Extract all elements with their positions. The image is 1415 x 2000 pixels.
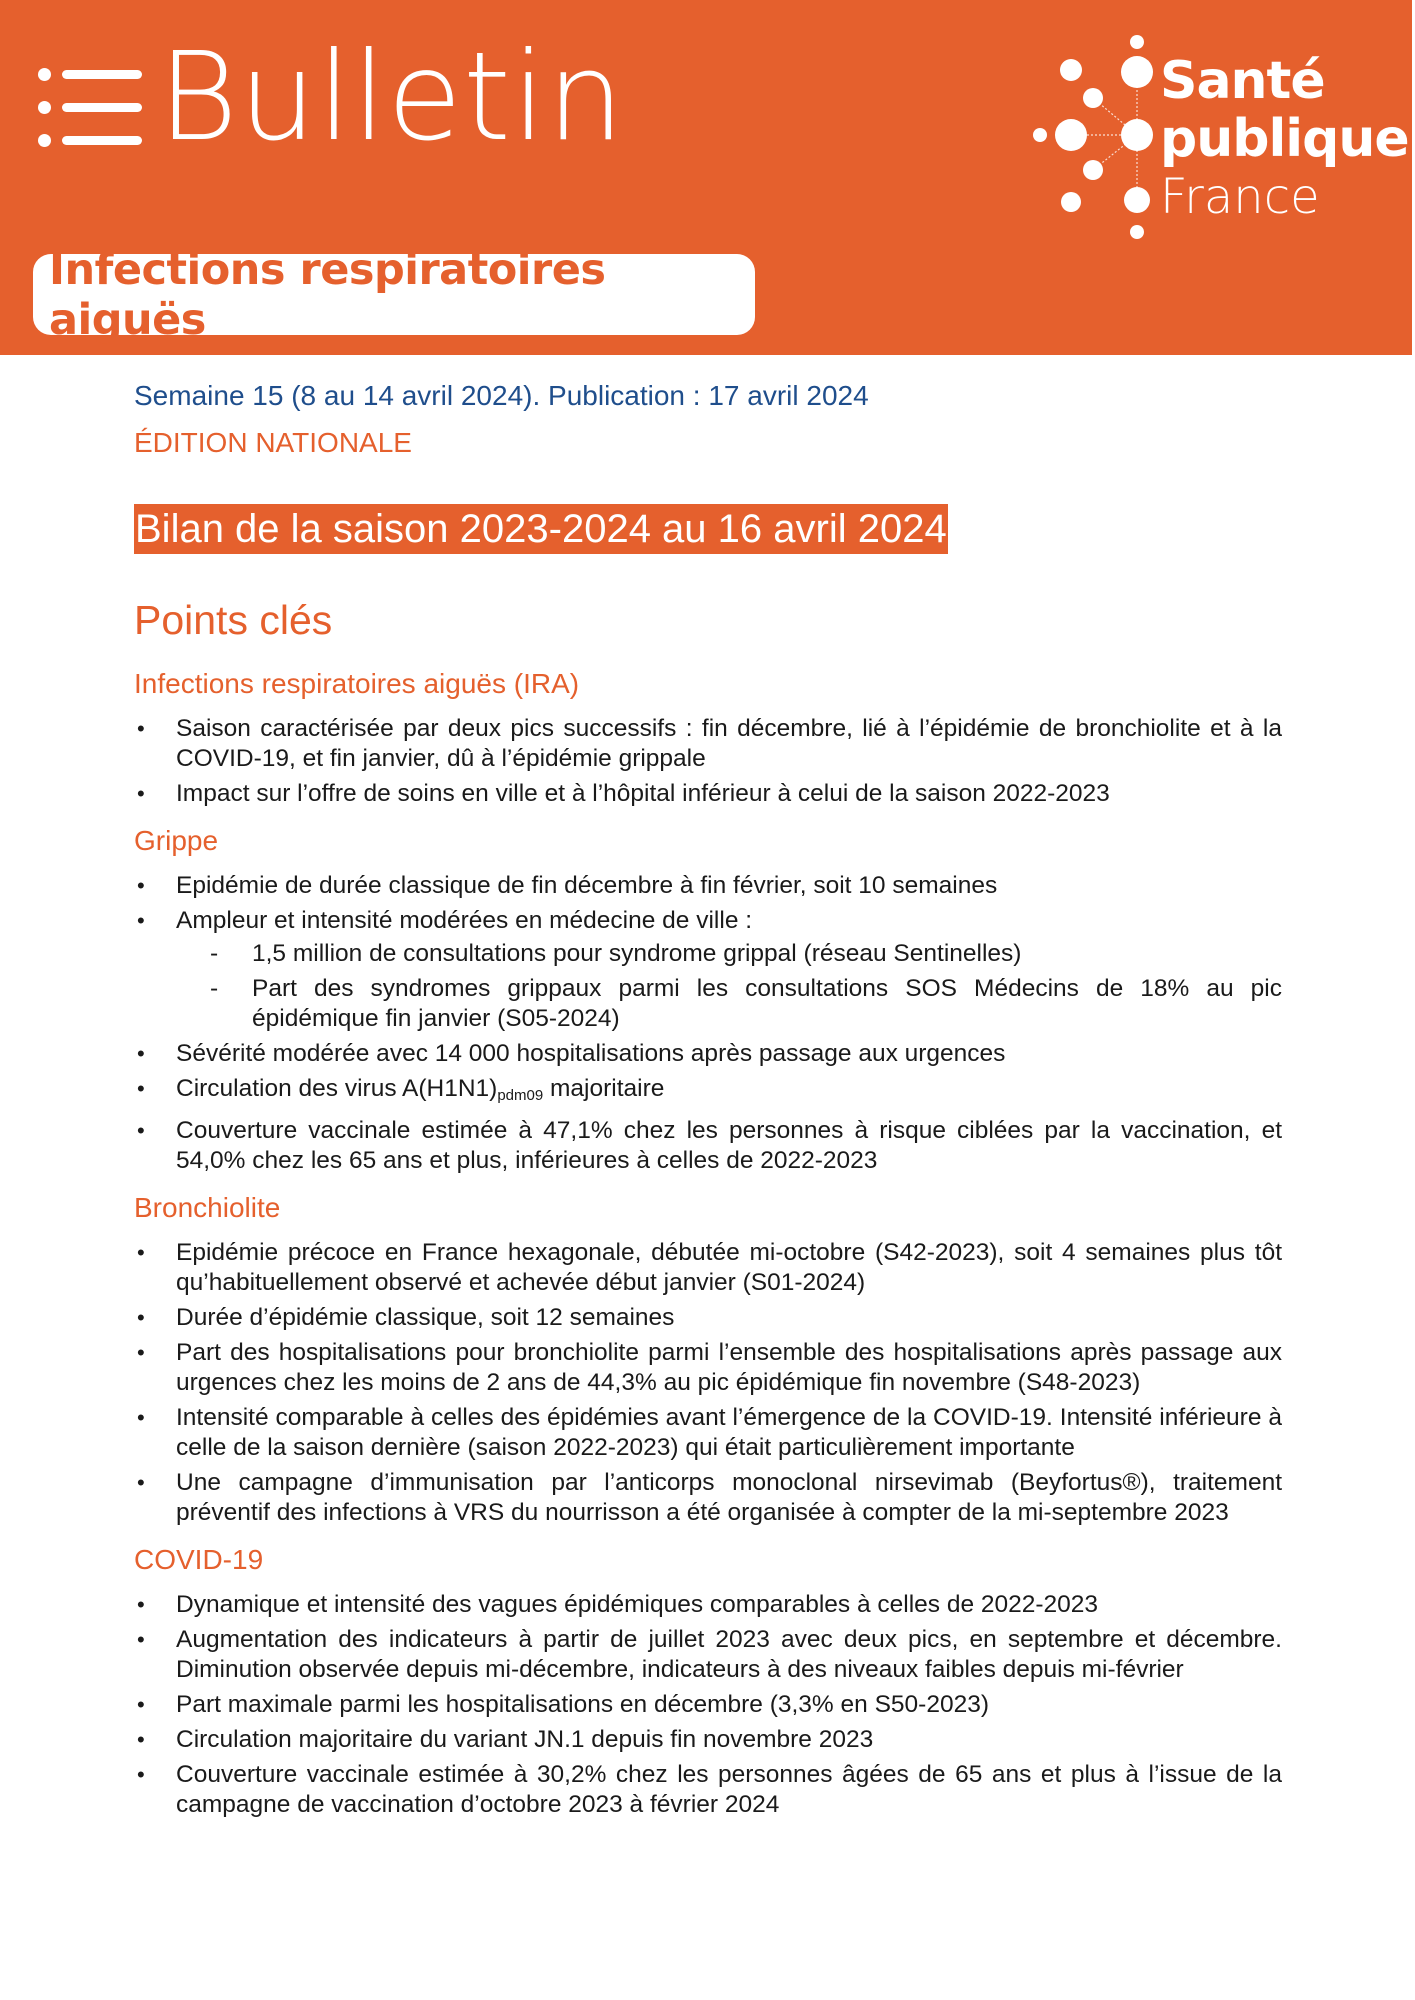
list-item: • Couverture vaccinale estimée à 30,2% chez les personnes âgées de 65 ans et plus à l’issue de la campagne de vaccination d’octobre 2023 à février 2024 <box>137 1761 1282 1818</box>
list-item: • Dynamique et intensité des vagues épidémiques comparables à celles de 2022-2023 <box>137 1591 1099 1618</box>
bullet-icon: • <box>137 716 145 741</box>
logo-line-france: France <box>1160 169 1320 225</box>
list-item: • Circulation des virus $A(H1N1)_{pdm09}$ majoritaire <box>137 1075 665 1104</box>
theme-title: Infections respiratoires aiguës <box>49 244 606 345</box>
logo-wordmark <box>1160 52 1409 226</box>
section-covid19 <box>134 1540 1282 1820</box>
bullet-icon: • <box>137 1470 145 1495</box>
sante-publique-france-logo <box>1005 30 1409 240</box>
points-cles-heading: Points clés <box>134 597 333 643</box>
list-item: • Intensité comparable à celles des épidémies avant l’émergence de la COVID-19. Intensité inférieure à celle de la saison dernière (saison 2022-2023) qui était particulièrement importante <box>137 1404 1282 1461</box>
list-item: • Part des hospitalisations pour bronchiolite parmi l’ensemble des hospitalisations après passage aux urgences chez les moins de 2 ans de 44,3% au pic épidémique fin novembre (S48-2023) <box>137 1339 1282 1396</box>
section-ira <box>134 664 1282 809</box>
section-heading: Bronchiolite <box>134 1192 281 1223</box>
list-item: • Une campagne d’immunisation par l’anticorps monoclonal nirsevimab (Beyfortus®), traitement préventif des infections à VRS du nourrisson a été organisée à compter de la mi-septembre 2023 <box>137 1469 1282 1526</box>
bullet-icon: • <box>137 781 145 806</box>
header-banner <box>0 0 1412 355</box>
list-item: • Durée d’épidémie classique, soit 12 semaines <box>137 1304 675 1331</box>
list-icon <box>38 68 144 150</box>
logo-line-publique: publique <box>1160 109 1409 169</box>
bullet-icon: • <box>137 1762 145 1787</box>
section-heading: Infections respiratoires aiguës (IRA) <box>134 668 580 699</box>
sub-list-item: - 1,5 million de consultations pour syndrome grippal (réseau Sentinelles) <box>210 940 1022 967</box>
sub-list-item: - Part des syndromes grippaux parmi les consultations SOS Médecins de 18% au pic épidémique fin janvier (S05-2024) <box>210 975 1282 1032</box>
bilan-title: Bilan de la saison 2023-2024 au 16 avril 2024 <box>134 504 948 554</box>
theme-badge <box>33 244 755 345</box>
bullet-icon: • <box>137 1041 145 1066</box>
logo-line-sante: Santé <box>1160 51 1325 111</box>
bullet-icon: • <box>137 1305 145 1330</box>
bullet-icon: • <box>137 1118 145 1143</box>
bulletin-title: Bulletin <box>158 26 626 168</box>
dash-icon: - <box>210 940 219 967</box>
edition-label: ÉDITION NATIONALE <box>134 427 412 458</box>
bullet-icon: • <box>137 1692 145 1717</box>
bullet-icon: • <box>137 1405 145 1430</box>
list-item: • Epidémie de durée classique de fin décembre à fin février, soit 10 semaines <box>137 872 998 899</box>
bullet-icon: • <box>137 1240 145 1265</box>
bullet-icon: • <box>137 1592 145 1617</box>
list-item: • Part maximale parmi les hospitalisations en décembre (3,3% en S50-2023) <box>137 1691 989 1718</box>
list-item: • Epidémie précoce en France hexagonale, débutée mi-octobre (S42-2023), soit 4 semaines plus tôt qu’habituellement observé et achevée début janvier (S01-2024) <box>137 1239 1282 1296</box>
list-item: • Couverture vaccinale estimée à 47,1% chez les personnes à risque ciblées par la vaccination, et 54,0% chez les 65 ans et plus, inférieures à celles de 2022-2023 <box>137 1117 1282 1174</box>
list-item: • Sévérité modérée avec 14 000 hospitalisations après passage aux urgences <box>137 1040 1006 1067</box>
section-grippe <box>134 821 1282 1176</box>
section-bronchiolite <box>134 1188 1282 1528</box>
list-item: • Circulation majoritaire du variant JN.1 depuis fin novembre 2023 <box>137 1726 874 1753</box>
bullet-icon: • <box>137 873 145 898</box>
bullet-icon: • <box>137 1076 145 1101</box>
section-heading: Grippe <box>134 825 219 856</box>
bullet-icon: • <box>137 1727 145 1752</box>
bullet-icon: • <box>137 908 145 933</box>
network-dots-logo-icon <box>1005 30 1155 240</box>
list-item: • Augmentation des indicateurs à partir de juillet 2023 avec deux pics, en septembre et décembre. Diminution observée depuis mi-décembre, indicateurs à des niveaux faibles depuis mi-février <box>137 1626 1282 1683</box>
bullet-icon: • <box>137 1627 145 1652</box>
section-heading: COVID-19 <box>134 1544 264 1575</box>
list-item: • Saison caractérisée par deux pics successifs : fin décembre, lié à l’épidémie de bronchiolite et à la COVID-19, et fin janvier, dû à l’épidémie grippale <box>137 715 1282 772</box>
dash-icon: - <box>210 975 219 1002</box>
document-body <box>134 375 1282 1825</box>
list-item: • Ampleur et intensité modérées en médecine de ville : - 1,5 million de consultations pour syndrome grippal (réseau Sentinelles) - Part des syndromes grippaux parmi les consultations SOS Médecins de 18% au pic épidémique fin janvier (S05-2024) <box>134 906 1282 1034</box>
bullet-icon: • <box>137 1340 145 1365</box>
week-publication-line: Semaine 15 (8 au 14 avril 2024). Publication : 17 avril 2024 <box>134 380 869 411</box>
list-item: • Impact sur l’offre de soins en ville et à l’hôpital inférieur à celui de la saison 2022-2023 <box>137 780 1110 807</box>
subtype-subscript: pdm09 <box>497 1087 544 1104</box>
